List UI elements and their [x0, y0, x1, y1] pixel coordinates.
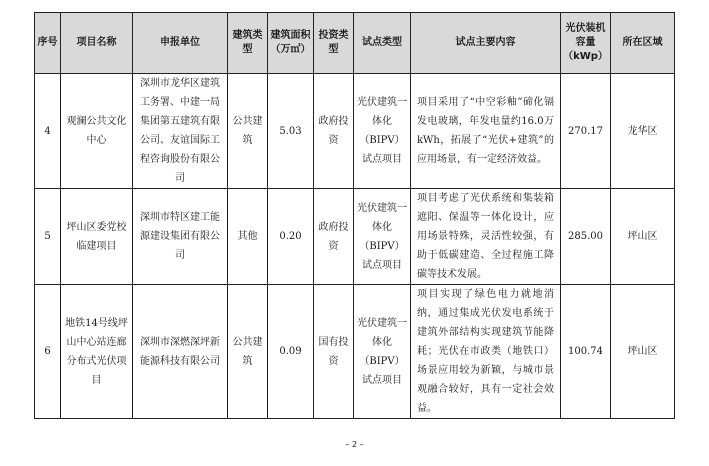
row-pilot-type: 光伏建筑一体化（BIPV）试点项目	[354, 189, 411, 285]
row-pilot-content: 项目实现了绿色电力就地消纳，通过集成光伏发电系统于建筑外部结构实现建筑节能降耗；光伏在市政类（地铁口）场景应用较为新颖，与城市景观融合较好，具有一定社会效益。	[411, 285, 561, 419]
row-index: 5	[35, 189, 61, 285]
row-district: 坪山区	[611, 189, 675, 285]
header-pilot-type-label: 试点类型	[362, 37, 402, 48]
row-pilot-type: 光伏建筑一体化（BIPV）试点项目	[354, 285, 411, 419]
page-number: – 2 –	[345, 440, 364, 449]
row-investment-type: 国有投资	[314, 285, 354, 419]
header-project-name	[61, 13, 133, 74]
header-applicant	[133, 13, 228, 74]
row-building-type: 其他	[228, 189, 268, 285]
table-row	[35, 285, 675, 419]
row-investment-type: 政府投资	[314, 74, 354, 189]
header-area-label: 建筑面积（万㎡）	[270, 30, 311, 55]
row-project-name: 地铁14号线坪山中心站连廊分布式光伏项目	[61, 285, 133, 419]
row-building-type: 公共建筑	[228, 74, 268, 189]
header-pilot-content	[411, 13, 561, 74]
row-pv-capacity: 100.74	[561, 285, 611, 419]
header-investment-type-label: 投资类型	[318, 30, 349, 55]
header-index-label: 序号	[37, 37, 58, 48]
header-pilot-type	[354, 13, 411, 74]
pilot-projects-table	[34, 12, 675, 419]
row-applicant: 深圳市特区建工能源建设集团有限公司	[133, 189, 228, 285]
row-pv-capacity: 285.00	[561, 189, 611, 285]
row-area: 0.09	[268, 285, 314, 419]
row-area: 0.20	[268, 189, 314, 285]
header-district	[611, 13, 675, 74]
row-pilot-content: 项目采用了“中空彩釉”碲化镉发电玻璃，年发电量约16.0万kWh，拓展了“光伏+建筑”的应用场景，有一定经济效益。	[411, 74, 561, 189]
row-pilot-type: 光伏建筑一体化（BIPV）试点项目	[354, 74, 411, 189]
row-project-name: 坪山区委党校临建项目	[61, 189, 133, 285]
header-index	[35, 13, 61, 74]
row-applicant: 深圳市深燃深坪新能源科技有限公司	[133, 285, 228, 419]
row-pv-capacity: 270.17	[561, 74, 611, 189]
header-district-label: 所在区域	[622, 37, 663, 48]
table-header-row	[35, 13, 675, 74]
row-district: 龙华区	[611, 74, 675, 189]
row-index: 6	[35, 285, 61, 419]
header-pv-capacity	[561, 13, 611, 74]
header-applicant-label: 申报单位	[160, 37, 200, 48]
header-area	[268, 13, 314, 74]
header-pilot-content-label: 试点主要内容	[455, 37, 516, 48]
row-index: 4	[35, 74, 61, 189]
header-pv-capacity-label: 光伏装机容量（kWp）	[563, 23, 608, 62]
header-building-type-label: 建筑类型	[232, 30, 263, 55]
row-area: 5.03	[268, 74, 314, 189]
row-investment-type: 政府投资	[314, 189, 354, 285]
table-row	[35, 189, 675, 285]
row-pilot-content: 项目考虑了光伏系统和集装箱遮阳、保温等一体化设计，应用场景特殊，灵活性较强，有助于低碳建造、全过程施工降碳等技术发展。	[411, 189, 561, 285]
header-building-type	[228, 13, 268, 74]
header-project-name-label: 项目名称	[76, 37, 117, 48]
row-building-type: 公共建筑	[228, 285, 268, 419]
header-investment-type	[314, 13, 354, 74]
row-applicant: 深圳市龙华区建筑工务署、中建一局集团第五建筑有限公司、友谊国际工程咨询股份有限公司	[133, 74, 228, 189]
table-row	[35, 74, 675, 189]
row-project-name: 观澜公共文化中心	[61, 74, 133, 189]
row-district: 坪山区	[611, 285, 675, 419]
